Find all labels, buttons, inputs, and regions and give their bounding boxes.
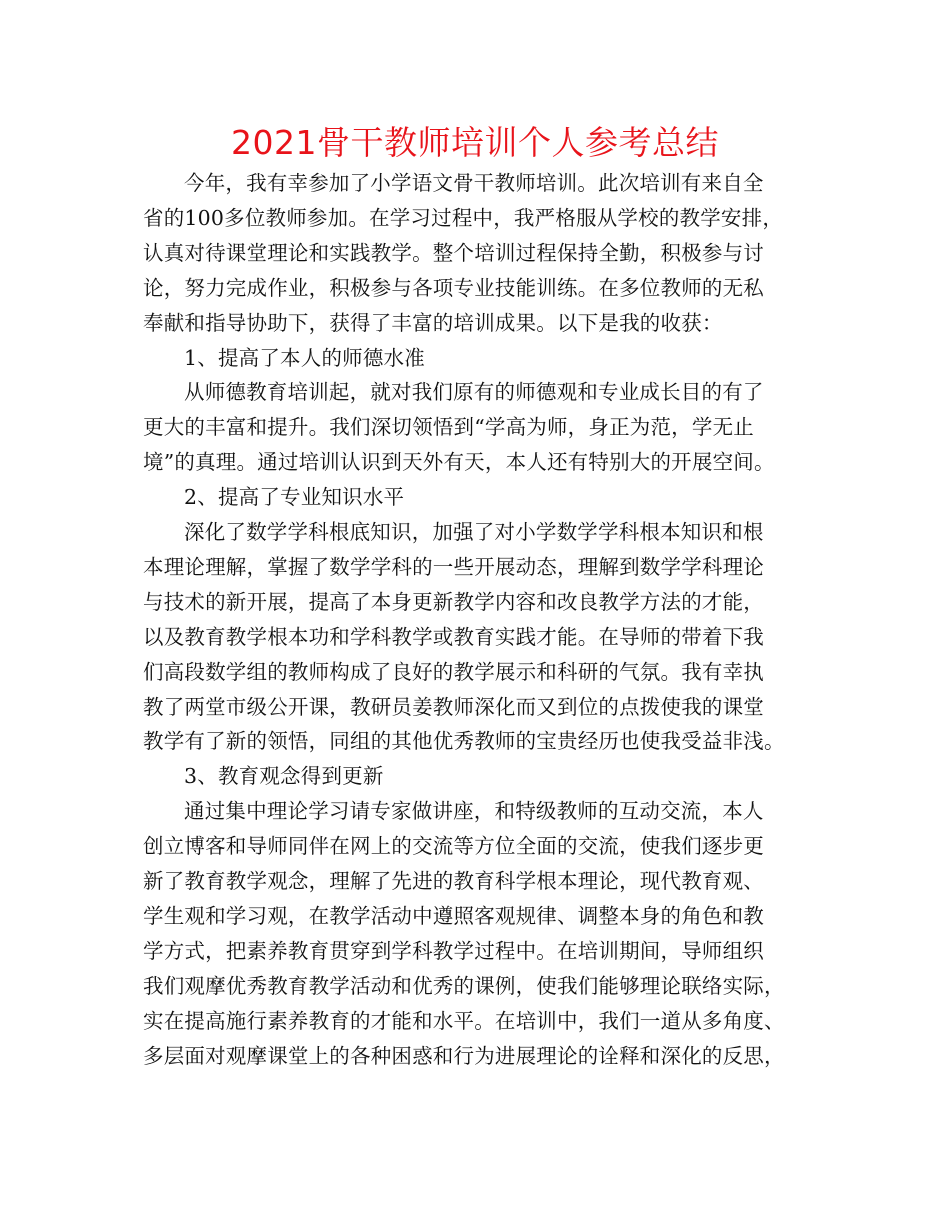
text-line: 3、教育观念得到更新	[184, 764, 384, 789]
text-line: 多层面对观摩课堂上的各种困惑和行为进展理论的诠释和深化的反思，	[143, 1043, 785, 1068]
text-line: 更大的丰富和提升。我们深切领悟到“学高为师，身正为范，学无止	[143, 415, 754, 440]
text-line: 创立博客和导师同伴在网上的交流等方位全面的交流，使我们逐步更	[143, 834, 764, 859]
text-line: 奉献和指导协助下，获得了丰富的培训成果。以下是我的收获：	[143, 310, 723, 335]
text-line: 学生观和学习观，在教学活动中遵照客观规律、调整本身的角色和教	[143, 903, 764, 928]
text-line: 从师德教育培训起，就对我们原有的师德观和专业成长目的有了	[184, 380, 764, 405]
text-line: 省的100多位教师参加。在学习过程中，我严格服从学校的教学安排，	[143, 205, 784, 230]
text-line: 认真对待课堂理论和实践教学。整个培训过程保持全勤，积极参与讨	[143, 240, 764, 265]
text-line: 教学有了新的领悟，同组的其他优秀教师的宝贵经历也使我受益非浅。	[143, 729, 785, 754]
text-line: 与技术的新开展，提高了本身更新教学内容和改良教学方法的才能，	[143, 589, 764, 614]
text-line: 教了两堂市级公开课，教研员姜教师深化而又到位的点拨使我的课堂	[143, 694, 764, 719]
text-line: 们高段数学组的教师构成了良好的教学展示和科研的气氛。我有幸执	[143, 659, 764, 684]
text-line: 实在提高施行素养教育的才能和水平。在培训中，我们一道从多角度、	[143, 1008, 785, 1033]
text-line: 论，努力完成作业，积极参与各项专业技能训练。在多位教师的无私	[143, 275, 764, 300]
document-title: 2021骨干教师培训个人参考总结	[231, 123, 719, 162]
text-line: 深化了数学学科根底知识，加强了对小学数学学科根本知识和根	[184, 520, 764, 544]
text-line: 2、提高了专业知识水平	[184, 485, 405, 510]
text-line: 通过集中理论学习请专家做讲座，和特级教师的互动交流，本人	[184, 799, 764, 824]
text-line: 以及教育教学根本功和学科教学或教育实践才能。在导师的带着下我	[143, 624, 764, 649]
text-line: 今年，我有幸参加了小学语文骨干教师培训。此次培训有来自全	[184, 171, 764, 195]
text-line: 本理论理解，掌握了数学学科的一些开展动态，理解到数学学科理论	[143, 554, 764, 579]
text-line: 我们观摩优秀教育教学活动和优秀的课例，使我们能够理论联络实际，	[143, 973, 785, 998]
text-line: 学方式，把素养教育贯穿到学科教学过程中。在培训期间，导师组织	[143, 938, 764, 963]
text-line: 境”的真理。通过培训认识到天外有天，本人还有特别大的开展空间。	[143, 450, 775, 475]
text-line: 新了教育教学观念，理解了先进的教育科学根本理论，现代教育观、	[143, 869, 764, 893]
text-line: 1、提高了本人的师德水准	[184, 345, 425, 370]
